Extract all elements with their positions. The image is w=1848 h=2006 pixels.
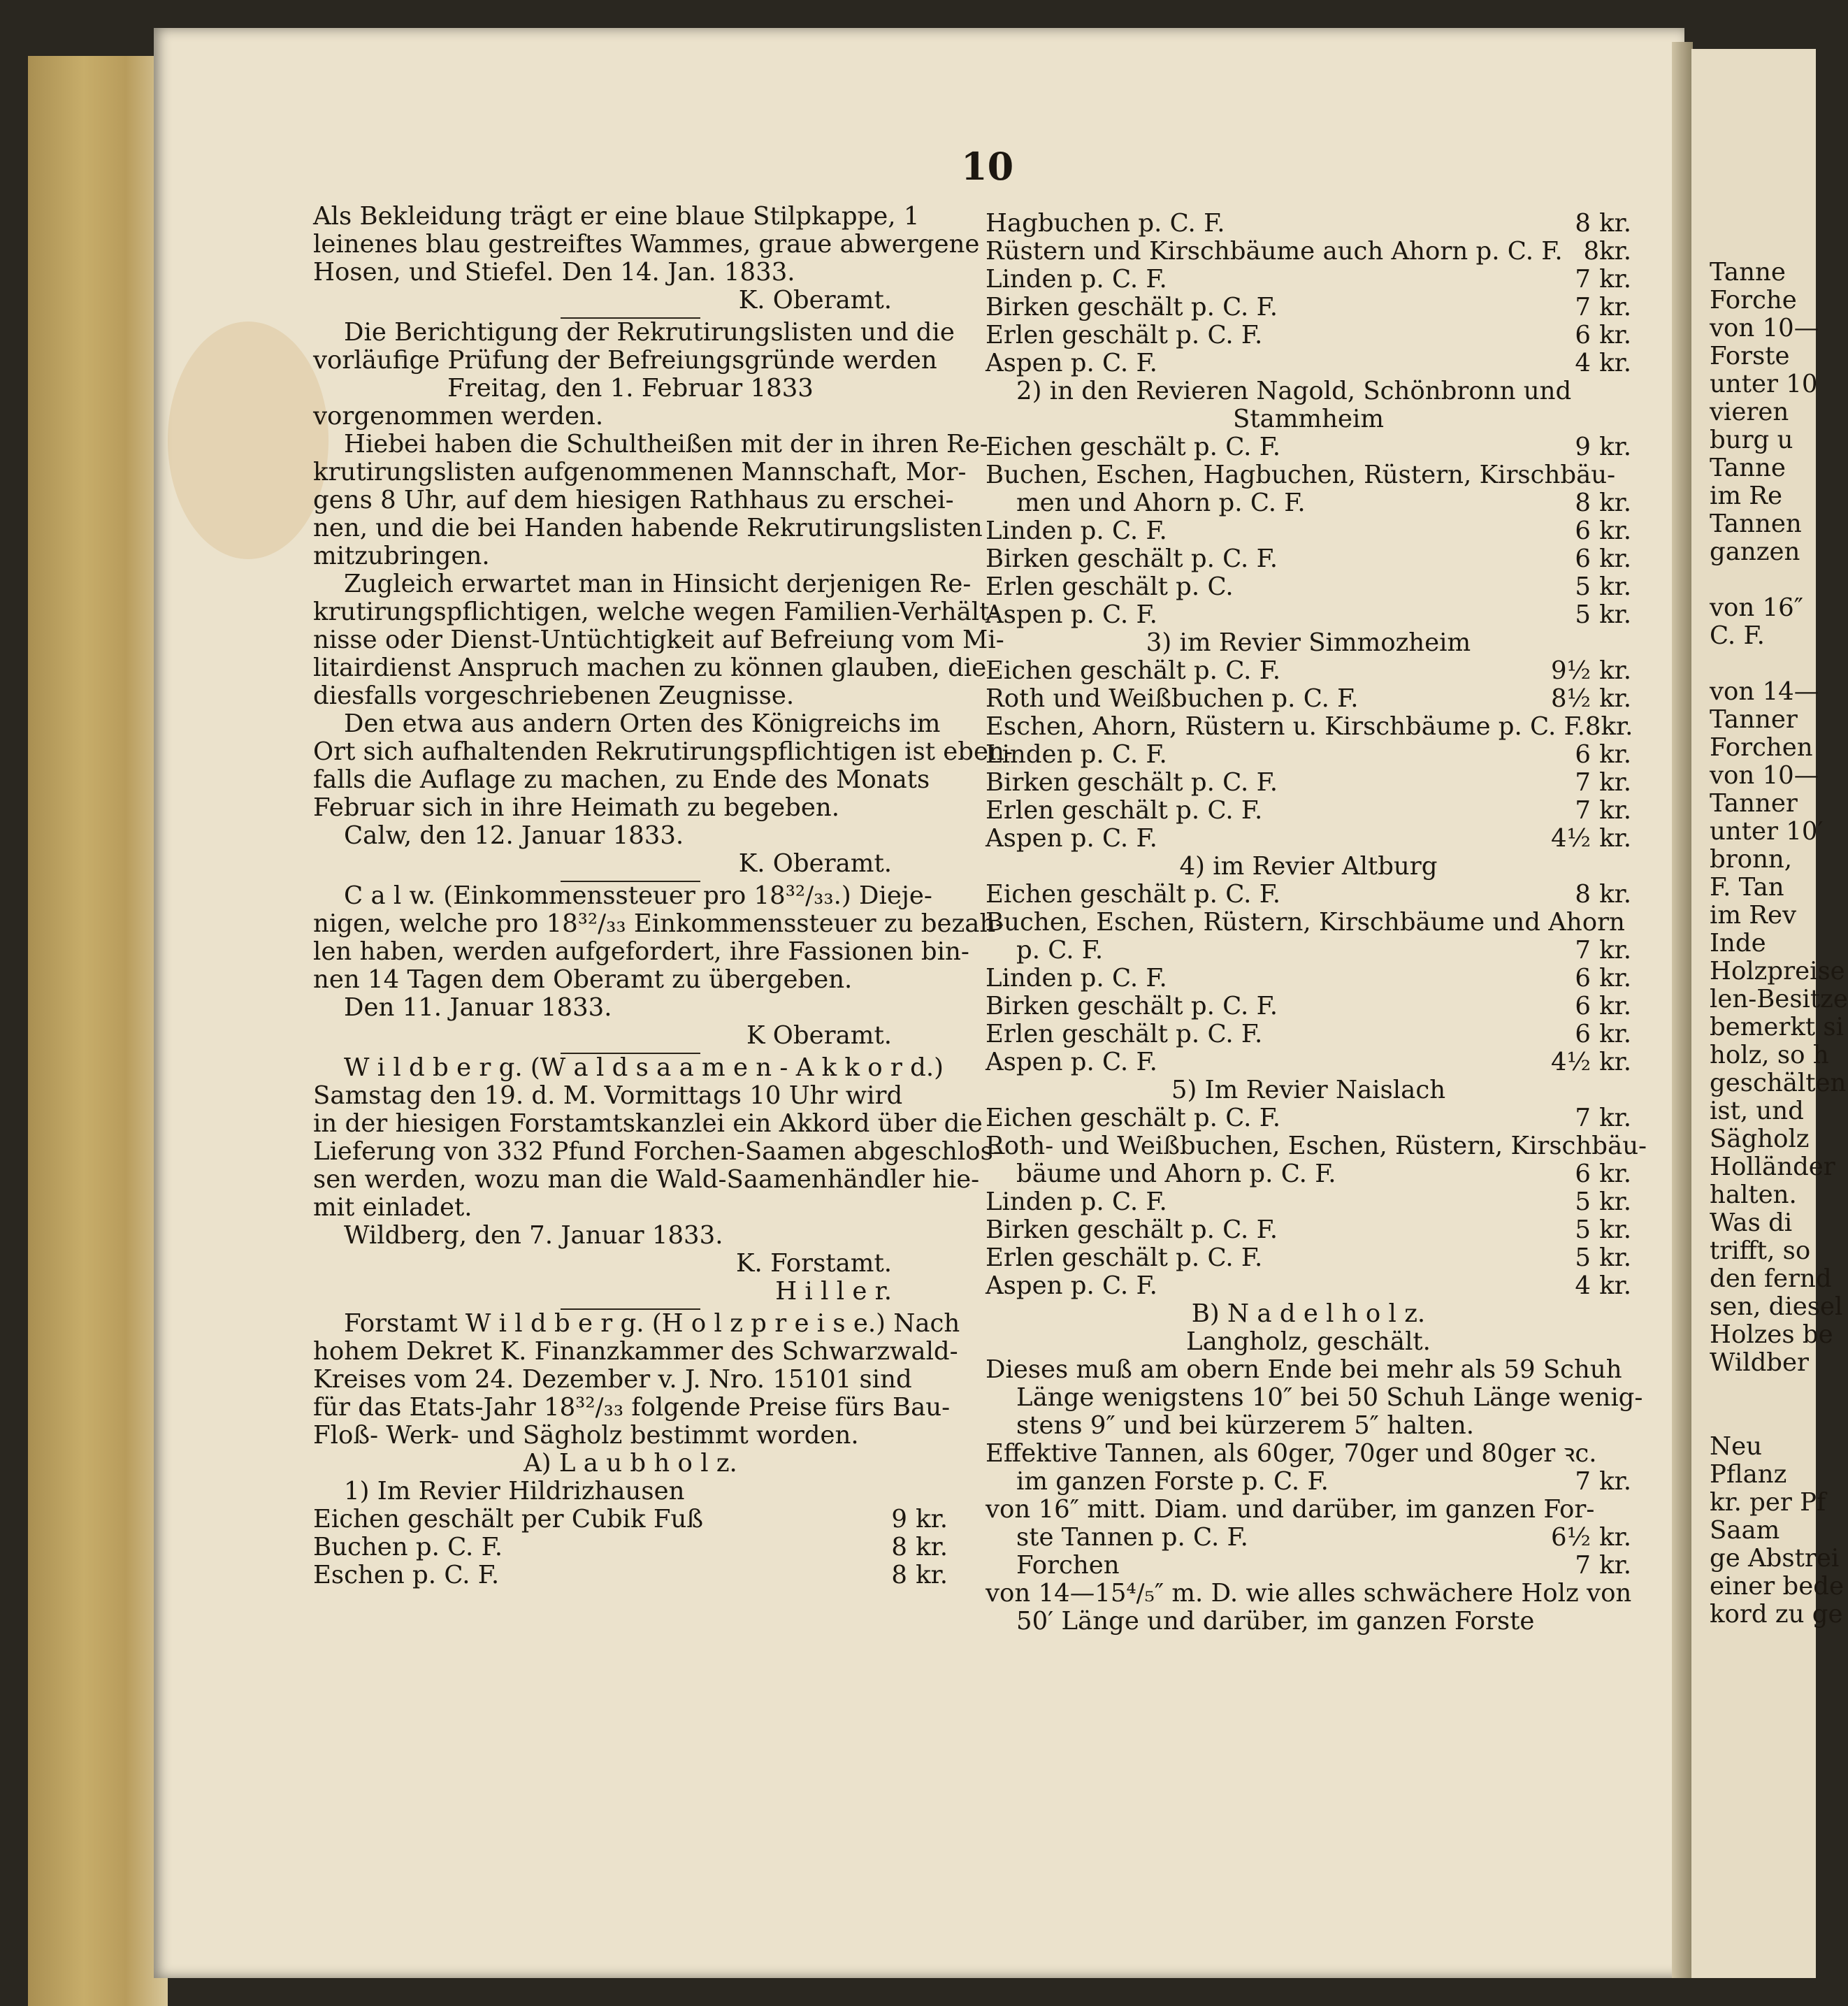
price-row <box>986 1048 1631 1076</box>
price-item: im ganzen Forste p. C. F. <box>1016 1467 1329 1496</box>
price-item: Birken geschält p. C. F. <box>986 992 1278 1020</box>
fragment-line: kr. per Pf <box>1710 1488 1826 1517</box>
text-line: Freitag, den 1. Februar 1833 <box>447 374 814 403</box>
price-value: 6 <box>1575 992 1591 1020</box>
price-item: Eschen p. C. F. <box>313 1561 500 1589</box>
price-item: Eichen geschält p. C. F. <box>986 880 1281 909</box>
text-line: Langholz, geschält. <box>1186 1327 1431 1356</box>
fragment-line: unter 10′ <box>1710 817 1824 846</box>
fragment-line: ganzen <box>1710 537 1800 566</box>
price-item: Linden p. C. F. <box>986 517 1167 545</box>
fragment-line: im Rev <box>1710 901 1797 930</box>
water-stain <box>168 322 329 559</box>
price-unit: kr. <box>1599 489 1631 517</box>
text-line: C a l w. (Einkommenssteuer pro 18³²/₃₃.) Dieje- <box>344 881 932 910</box>
text-line: krutirungslisten aufgenommenen Mannschaft, Mor- <box>313 458 967 486</box>
price-value: 5 <box>1575 600 1591 629</box>
price-unit: kr. <box>1599 880 1631 909</box>
price-row <box>986 825 1631 853</box>
price-unit: kr. <box>1599 1104 1631 1132</box>
text-line: stens 9″ und bei kürzerem 5″ halten. <box>1016 1411 1475 1440</box>
price-value: 6 <box>1575 1020 1591 1048</box>
price-row <box>986 322 1631 349</box>
fragment-line: unter 10 <box>1710 370 1818 398</box>
text-line: falls die Auflage zu machen, zu Ende des Monats <box>313 765 930 794</box>
fragment-line: vieren <box>1710 398 1789 426</box>
text-line: Floß- Werk- und Sägholz bestimmt worden. <box>313 1421 859 1450</box>
text-line: nen, und die bei Handen habende Rekrutirungslisten <box>313 514 983 542</box>
price-value: 5 <box>1575 1215 1591 1244</box>
price-row <box>313 1561 948 1589</box>
text-line: Zugleich erwartet man in Hinsicht derjenigen Re- <box>344 570 972 598</box>
price-item: Birken geschält p. C. F. <box>986 293 1278 322</box>
price-value: 7 <box>1575 1551 1591 1580</box>
text-line: Ort sich aufhaltenden Rekrutirungspflichtigen ist eben- <box>313 737 1013 766</box>
price-row <box>986 238 1631 266</box>
price-row <box>986 1552 1631 1580</box>
price-value: 8 <box>1575 209 1591 238</box>
price-item: Eichen geschält per Cubik Fuß <box>313 1505 704 1534</box>
price-row <box>986 349 1631 377</box>
price-item: Linden p. C. F. <box>986 740 1167 769</box>
text-line: H i l l e r. <box>775 1277 892 1306</box>
text-line: 1) Im Revier Hildrizhausen <box>344 1477 685 1506</box>
price-row <box>986 713 1631 741</box>
fragment-line: trifft, so <box>1710 1236 1811 1265</box>
price-value: 8 <box>1575 880 1591 909</box>
price-value: 4½ <box>1551 1048 1591 1076</box>
fragment-line <box>1691 1405 1848 1433</box>
price-row <box>986 1160 1631 1188</box>
price-item: Aspen p. C. F. <box>986 824 1157 853</box>
page-gutter <box>1672 42 1693 1978</box>
price-item: Aspen p. C. F. <box>986 1271 1157 1300</box>
price-value: 8 <box>891 1533 907 1561</box>
fragment-line: Wildber <box>1710 1348 1809 1377</box>
price-value: 6 <box>1575 964 1591 993</box>
price-unit: kr. <box>1599 209 1631 238</box>
text-line: W i l d b e r g. (W a l d s a a m e n - A k k o r d.) <box>344 1053 944 1082</box>
price-row <box>986 881 1631 909</box>
fragment-line <box>1691 566 1848 594</box>
fragment-line: Forste <box>1710 342 1790 370</box>
text-line: nen 14 Tagen dem Oberamt zu übergeben. <box>313 965 853 994</box>
text-line: K. Forstamt. <box>736 1249 892 1278</box>
price-item: Linden p. C. F. <box>986 1188 1167 1216</box>
price-value: 7 <box>1575 768 1591 797</box>
price-value: 9 <box>1575 433 1591 461</box>
price-value: 8 <box>1583 237 1600 266</box>
fragment-line: kord zu ge <box>1710 1600 1843 1629</box>
price-row <box>986 937 1631 965</box>
price-unit: kr. <box>1599 796 1631 825</box>
price-item: Aspen p. C. F. <box>986 1048 1157 1076</box>
price-item: Aspen p. C. F. <box>986 600 1157 629</box>
price-item: Hagbuchen p. C. F. <box>986 209 1225 238</box>
price-unit: kr. <box>1599 824 1631 853</box>
price-row <box>986 517 1631 545</box>
price-unit: kr. <box>1599 1048 1631 1076</box>
fragment-line: Tanner <box>1710 789 1798 818</box>
price-item: Rüstern und Kirschbäume auch Ahorn p. C. F. <box>986 237 1563 266</box>
price-row <box>986 657 1631 685</box>
price-item: Linden p. C. F. <box>986 265 1167 294</box>
fragment-line: Holländer <box>1710 1153 1835 1181</box>
price-item: Erlen geschält p. C. F. <box>986 321 1263 349</box>
fragment-line: bronn, <box>1710 845 1793 874</box>
fragment-line: holz, so h <box>1710 1041 1829 1069</box>
fragment-line: halten. <box>1710 1181 1797 1209</box>
fragment-line <box>1691 1377 1848 1405</box>
price-item: Eichen geschält p. C. F. <box>986 656 1281 685</box>
price-unit: kr. <box>1599 517 1631 545</box>
right-column <box>986 209 1647 1636</box>
text-line: Lieferung von 332 Pfund Forchen-Saamen abgeschlos- <box>313 1137 1002 1166</box>
price-item: Eschen, Ahorn, Rüstern u. Kirschbäume p. C. F. <box>986 712 1585 741</box>
price-unit: kr. <box>1599 1271 1631 1300</box>
fragment-line: Inde <box>1710 929 1766 958</box>
price-row <box>986 1216 1631 1244</box>
price-item: Forchen <box>1016 1551 1120 1580</box>
price-value: 8 <box>1575 489 1591 517</box>
price-row <box>986 965 1631 993</box>
text-line: A) L a u b h o l z. <box>524 1449 737 1478</box>
fragment-line: Tanne <box>1710 454 1786 482</box>
price-unit: kr. <box>1599 572 1631 601</box>
price-unit: kr. <box>1599 768 1631 797</box>
price-value: 9½ <box>1551 656 1591 685</box>
text-line: Calw, den 12. Januar 1833. <box>344 821 684 850</box>
price-unit: kr. <box>1599 349 1631 377</box>
text-line: 5) Im Revier Naislach <box>1171 1076 1446 1104</box>
price-value: 5 <box>1575 572 1591 601</box>
text-line: Samstag den 19. d. M. Vormittags 10 Uhr wird <box>313 1081 903 1110</box>
price-row <box>986 1524 1631 1552</box>
price-unit: kr. <box>1599 265 1631 294</box>
text-line: Effektive Tannen, als 60ger, 70ger und 80ger ꝛc. <box>986 1439 1597 1468</box>
text-line: K. Oberamt. <box>738 849 892 878</box>
price-item: Buchen p. C. F. <box>313 1533 503 1561</box>
text-line: len haben, werden aufgefordert, ihre Fassionen bin- <box>313 937 969 966</box>
price-value: 5 <box>1575 1188 1591 1216</box>
fragment-line: Saam <box>1710 1516 1780 1545</box>
price-row <box>986 210 1631 238</box>
fragment-line: Pflanz <box>1710 1460 1787 1489</box>
price-row <box>986 489 1631 517</box>
text-line: Forstamt W i l d b e r g. (H o l z p r e i s e.) Nach <box>344 1309 960 1338</box>
price-value: 5 <box>1575 1243 1591 1272</box>
price-row <box>986 1468 1631 1496</box>
price-value: 8½ <box>1551 684 1591 713</box>
price-value: 8 <box>1584 712 1601 741</box>
price-unit: kr. <box>1599 936 1631 965</box>
price-unit: kr. <box>1599 1160 1631 1188</box>
price-unit: kr. <box>1599 1215 1631 1244</box>
price-unit: kr. <box>1599 1523 1631 1552</box>
text-line: mit einladet. <box>313 1193 472 1222</box>
price-value: 7 <box>1575 796 1591 825</box>
price-row <box>986 769 1631 797</box>
price-value: 4½ <box>1551 824 1591 853</box>
price-row <box>986 266 1631 294</box>
price-value: 7 <box>1575 265 1591 294</box>
fragment-line: len-Besitze <box>1710 985 1848 1013</box>
price-unit: kr. <box>916 1533 948 1561</box>
fragment-line: F. Tan <box>1710 873 1784 902</box>
price-item: Erlen geschält p. C. F. <box>986 796 1263 825</box>
price-unit: kr. <box>1599 1243 1631 1272</box>
price-item: Roth und Weißbuchen p. C. F. <box>986 684 1359 713</box>
price-value: 7 <box>1575 1104 1591 1132</box>
price-row <box>986 1272 1631 1300</box>
text-line: krutirungspflichtigen, welche wegen Familien-Verhält- <box>313 598 998 626</box>
price-unit: kr. <box>1599 321 1631 349</box>
text-line: 2) in den Revieren Nagold, Schönbronn und <box>1016 377 1572 405</box>
text-line: K. Oberamt. <box>738 286 892 315</box>
text-line: 4) im Revier Altburg <box>1179 852 1438 881</box>
price-row <box>986 1020 1631 1048</box>
price-row <box>986 545 1631 573</box>
price-value: 7 <box>1575 293 1591 322</box>
price-item: Erlen geschält p. C. <box>986 572 1234 601</box>
price-item: men und Ahorn p. C. F. <box>1016 489 1306 517</box>
price-unit: kr. <box>1599 1551 1631 1580</box>
price-row <box>986 601 1631 629</box>
text-line: Den 11. Januar 1833. <box>344 993 612 1022</box>
price-value: 9 <box>891 1505 907 1534</box>
price-item: Birken geschält p. C. F. <box>986 544 1278 573</box>
text-line: nigen, welche pro 18³²/₃₃ Einkommenssteuer zu bezah- <box>313 909 1004 938</box>
price-row <box>986 433 1631 461</box>
price-value: 7 <box>1575 1467 1591 1496</box>
price-value: 4 <box>1575 349 1591 377</box>
price-item: Birken geschält p. C. F. <box>986 1215 1278 1244</box>
price-item: Birken geschält p. C. F. <box>986 768 1278 797</box>
price-row <box>986 993 1631 1020</box>
fragment-line: burg u <box>1710 426 1793 454</box>
fragment-line: geschälten <box>1710 1069 1847 1097</box>
price-value: 6½ <box>1551 1523 1591 1552</box>
fragment-line: Forchen <box>1710 733 1813 762</box>
fragment-line: Sägholz <box>1710 1125 1810 1153</box>
price-unit: kr. <box>1599 684 1631 713</box>
text-line: mitzubringen. <box>313 542 490 570</box>
price-item: ste Tannen p. C. F. <box>1016 1523 1248 1552</box>
price-value: 6 <box>1575 1160 1591 1188</box>
fragment-line: C. F. <box>1710 621 1765 650</box>
price-value: 6 <box>1575 740 1591 769</box>
text-line: sen werden, wozu man die Wald-Saamenhändler hie- <box>313 1165 980 1194</box>
price-unit: kr. <box>916 1561 948 1589</box>
price-unit: kr. <box>1599 1188 1631 1216</box>
text-line: K Oberamt. <box>746 1021 892 1050</box>
price-item: Aspen p. C. F. <box>986 349 1157 377</box>
price-row <box>986 741 1631 769</box>
text-line: vorläufige Prüfung der Befreiungsgründe werden <box>313 346 937 375</box>
fragment-line: von 10— <box>1710 761 1819 790</box>
text-line: diesfalls vorgeschriebenen Zeugnisse. <box>313 681 795 710</box>
text-line: 3) im Revier Simmozheim <box>1146 628 1471 657</box>
fragment-line: ist, und <box>1710 1097 1804 1125</box>
text-line: leinenes blau gestreiftes Wammes, graue abwergene <box>313 230 980 259</box>
text-line: von 14—15⁴/₅″ m. D. wie alles schwächere Holz von <box>986 1579 1632 1608</box>
price-unit: kr. <box>1599 293 1631 322</box>
price-row <box>986 685 1631 713</box>
price-unit: kr. <box>1599 1020 1631 1048</box>
text-line: Dieses muß am obern Ende bei mehr als 59 Schuh <box>986 1355 1622 1384</box>
price-item: Linden p. C. F. <box>986 964 1167 993</box>
fragment-line: von 16″ <box>1710 593 1804 622</box>
fragment-line: im Re <box>1710 482 1783 510</box>
fragment-line: Holzpreise <box>1710 957 1845 986</box>
price-row <box>986 573 1631 601</box>
fragment-line: einer bede <box>1710 1572 1844 1601</box>
next-page-lines <box>1691 259 1848 1629</box>
text-line: Buchen, Eschen, Hagbuchen, Rüstern, Kirschbäu- <box>986 461 1616 489</box>
price-row <box>986 1104 1631 1132</box>
text-line: nisse oder Dienst-Untüchtigkeit auf Befreiung vom Mi- <box>313 626 1004 654</box>
price-value: 6 <box>1575 544 1591 573</box>
price-unit: kr. <box>1599 992 1631 1020</box>
fragment-line: Neu <box>1710 1432 1762 1461</box>
price-item: p. C. F. <box>1016 936 1104 965</box>
text-line: in der hiesigen Forstamtskanzlei ein Akkord über die <box>313 1109 983 1138</box>
text-line: Hosen, und Stiefel. Den 14. Jan. 1833. <box>313 258 795 287</box>
left-column <box>313 202 1013 1589</box>
price-unit: kr. <box>1599 433 1631 461</box>
price-item: Eichen geschält p. C. F. <box>986 433 1281 461</box>
fragment-line: von 10— <box>1710 314 1819 342</box>
text-line: Den etwa aus andern Orten des Königreichs im <box>344 709 941 738</box>
text-line: für das Etats-Jahr 18³²/₃₃ folgende Preise fürs Bau- <box>313 1393 951 1422</box>
text-line: Wildberg, den 7. Januar 1833. <box>344 1221 723 1250</box>
price-item: Eichen geschält p. C. F. <box>986 1104 1281 1132</box>
price-value: 6 <box>1575 517 1591 545</box>
price-row <box>986 294 1631 322</box>
text-line: Hiebei haben die Schultheißen mit der in ihren Re- <box>344 430 988 459</box>
price-row <box>986 1188 1631 1216</box>
fragment-line: ge Abstrei <box>1710 1544 1840 1573</box>
price-value: 6 <box>1575 321 1591 349</box>
price-unit: kr. <box>1599 740 1631 769</box>
price-value: 4 <box>1575 1271 1591 1300</box>
price-unit: kr. <box>1599 237 1631 266</box>
fragment-line: Holzes be <box>1710 1320 1833 1349</box>
text-line: Kreises vom 24. Dezember v. J. Nro. 15101 sind <box>313 1365 912 1394</box>
text-line: Die Berichtigung der Rekrutirungslisten und die <box>344 318 955 347</box>
fragment-line: den fernd <box>1710 1264 1832 1293</box>
page-number: 10 <box>961 144 1014 189</box>
text-line: Roth- und Weißbuchen, Eschen, Rüstern, Kirschbäu- <box>986 1132 1647 1160</box>
fragment-line: Forche <box>1710 286 1797 315</box>
price-row <box>986 1244 1631 1272</box>
price-item: bäume und Ahorn p. C. F. <box>1016 1160 1336 1188</box>
price-unit: kr. <box>1599 964 1631 993</box>
price-unit: kr. <box>1599 600 1631 629</box>
price-unit: kr. <box>916 1505 948 1534</box>
price-unit: kr. <box>1601 712 1633 741</box>
price-item: Erlen geschält p. C. F. <box>986 1020 1263 1048</box>
text-line: Februar sich in ihre Heimath zu begeben. <box>313 793 840 822</box>
text-line: 50′ Länge und darüber, im ganzen Forste <box>1016 1607 1535 1636</box>
next-page-fragment <box>1691 49 1848 1978</box>
text-line: B) N a d e l h o l z. <box>1191 1299 1426 1328</box>
price-value: 8 <box>891 1561 907 1589</box>
price-unit: kr. <box>1599 656 1631 685</box>
price-value: 7 <box>1575 936 1591 965</box>
fragment-line: von 14— <box>1710 677 1819 706</box>
price-row <box>986 797 1631 825</box>
text-line: vorgenommen werden. <box>313 402 604 431</box>
fragment-line: sen, diesel <box>1710 1292 1843 1321</box>
price-unit: kr. <box>1599 1467 1631 1496</box>
text-line: gens 8 Uhr, auf dem hiesigen Rathhaus zu erschei- <box>313 486 954 514</box>
fragment-line: bemerkt si <box>1710 1013 1845 1041</box>
text-line: von 16″ mitt. Diam. und darüber, im ganzen For- <box>986 1495 1595 1524</box>
fragment-line: Tanne <box>1710 258 1786 287</box>
text-line: Buchen, Eschen, Rüstern, Kirschbäume und Ahorn <box>986 908 1625 937</box>
fragment-line: Tanner <box>1710 705 1798 734</box>
text-line: Stammheim <box>1233 405 1384 433</box>
text-line: Als Bekleidung trägt er eine blaue Stilpkappe, 1 <box>313 202 920 231</box>
text-line: hohem Dekret K. Finanzkammer des Schwarzwald- <box>313 1337 958 1366</box>
price-row <box>313 1534 948 1561</box>
fragment-line: Was di <box>1710 1208 1793 1237</box>
price-item: Erlen geschält p. C. F. <box>986 1243 1263 1272</box>
text-line: Länge wenigstens 10″ bei 50 Schuh Länge wenig- <box>1016 1383 1643 1412</box>
price-row <box>313 1506 948 1534</box>
text-line: litairdienst Anspruch machen zu können glauben, die <box>313 654 987 682</box>
book-spine <box>28 56 168 2006</box>
fragment-line: Tannen <box>1710 510 1802 538</box>
fragment-line <box>1691 650 1848 678</box>
price-unit: kr. <box>1599 544 1631 573</box>
